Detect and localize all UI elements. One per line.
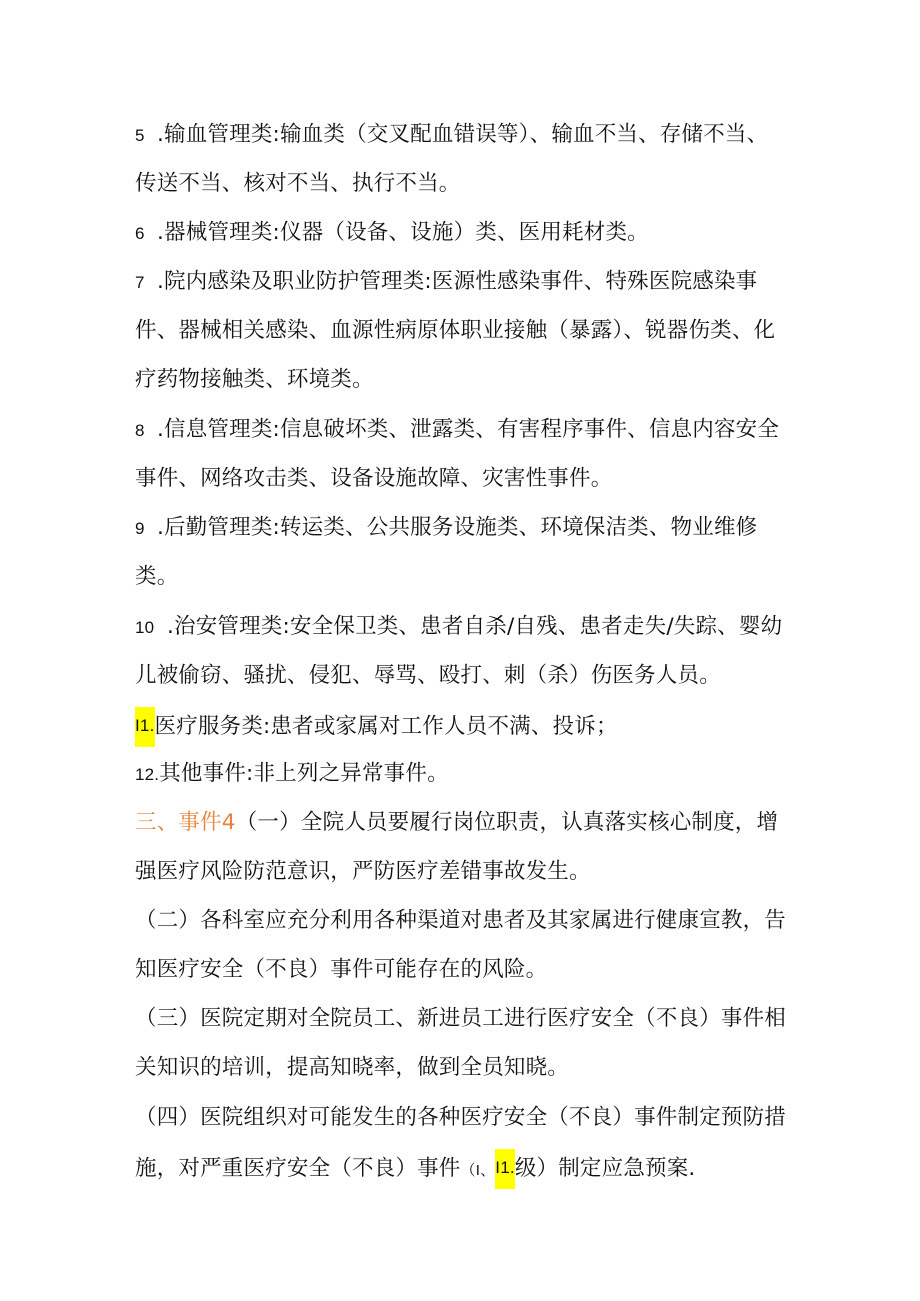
item-7-line-1 bbox=[135, 264, 795, 300]
paragraph-text: 强医疗风险防范意识，严防医疗差错事故发生。 bbox=[135, 859, 591, 884]
section-3-line-1 bbox=[135, 805, 795, 841]
roman-numeral-text: （I、 bbox=[460, 1162, 496, 1179]
item-text: 疗药物接触类、环境类。 bbox=[135, 367, 374, 392]
item-10-line-2 bbox=[135, 658, 795, 694]
paragraph-3-line-2 bbox=[135, 1050, 795, 1086]
item-7-line-2 bbox=[135, 313, 795, 349]
item-text: .器械管理类:仪器（设备、设施）类、医用耗材类。 bbox=[157, 220, 649, 245]
paragraph-2-line-1 bbox=[135, 903, 795, 939]
item-5-line-1 bbox=[135, 117, 795, 153]
paragraph-text: （一）全院人员要履行岗位职责，认真落实核心制度，增 bbox=[235, 810, 779, 835]
item-text: .信息管理类:信息破坏类、泄露类、有害程序事件、信息内容安全 bbox=[157, 417, 780, 442]
item-text: 传送不当、核对不当、执行不当。 bbox=[135, 171, 461, 196]
item-11-line-1 bbox=[135, 707, 795, 743]
item-5-line-2 bbox=[135, 166, 795, 202]
paragraph-text: 施，对严重医疗安全（不良）事件 bbox=[135, 1156, 461, 1181]
item-text: 事件、网络攻击类、设备设施故障、灾害性事件。 bbox=[135, 466, 613, 491]
item-text: 儿被偷窃、骚扰、侵犯、辱骂、殴打、刺（杀）伤医务人员。 bbox=[135, 663, 721, 688]
paragraph-text: 知医疗安全（不良）事件可能存在的风险。 bbox=[135, 957, 548, 982]
item-number: 5 bbox=[135, 126, 145, 145]
highlighted-number: I1. bbox=[495, 1149, 515, 1189]
paragraph-4-line-1 bbox=[135, 1100, 795, 1136]
highlighted-number: I1. bbox=[135, 707, 155, 747]
item-text: 其他事件:非上列之异常事件。 bbox=[159, 761, 449, 786]
item-text: .院内感染及职业防护管理类:医源性感染事件、特殊医院感染事 bbox=[157, 269, 758, 294]
item-7-line-3 bbox=[135, 362, 795, 398]
item-text: 件、器械相关感染、血源性病原体职业接触（暴露）、锐器伤类、化 bbox=[135, 318, 776, 343]
item-9-line-1 bbox=[135, 510, 795, 546]
item-10-line-1 bbox=[135, 609, 795, 645]
paragraph-text: （三）医院定期对全院员工、新进员工进行医疗安全（不良）事件相 bbox=[135, 1006, 787, 1031]
paragraph-3-line-1 bbox=[135, 1001, 795, 1037]
paragraph-text: 级）制定应急预案. bbox=[514, 1156, 696, 1181]
paragraph-2-line-2 bbox=[135, 952, 795, 988]
item-text: 医疗服务类:患者或家属对工作人员不满、投诉； bbox=[154, 714, 618, 739]
item-text: .治安管理类:安全保卫类、患者自杀/自残、患者走失/失踪、婴幼 bbox=[167, 614, 783, 639]
item-12-line-1 bbox=[135, 756, 795, 792]
item-number: 7 bbox=[135, 273, 145, 292]
item-number: 9 bbox=[135, 519, 145, 538]
paragraph-4-line-2 bbox=[135, 1149, 795, 1185]
item-text: .后勤管理类:转运类、公共服务设施类、环境保洁类、物业维修 bbox=[157, 515, 758, 540]
item-number: 6 bbox=[135, 224, 145, 243]
item-text: 类。 bbox=[135, 564, 179, 589]
item-8-line-1 bbox=[135, 412, 795, 448]
paragraph-text: 关知识的培训，提高知晓率，做到全员知晓。 bbox=[135, 1055, 570, 1080]
paragraph-text: （二）各科室应充分利用各种渠道对患者及其家属进行健康宣教，告 bbox=[135, 908, 787, 933]
item-number: 10 bbox=[135, 618, 155, 637]
item-6-line-1 bbox=[135, 215, 795, 251]
item-8-line-2 bbox=[135, 461, 795, 497]
item-text: .输血管理类:输血类（交叉配血错误等）、输血不当、存储不当、 bbox=[157, 122, 769, 147]
item-number: 12. bbox=[135, 765, 160, 784]
item-9-line-2 bbox=[135, 559, 795, 595]
section-3-line-2 bbox=[135, 854, 795, 890]
section-heading: 三、事件4 bbox=[135, 810, 236, 835]
paragraph-text: （四）医院组织对可能发生的各种医疗安全（不良）事件制定预防措 bbox=[135, 1105, 787, 1130]
item-number: 8 bbox=[135, 421, 145, 440]
